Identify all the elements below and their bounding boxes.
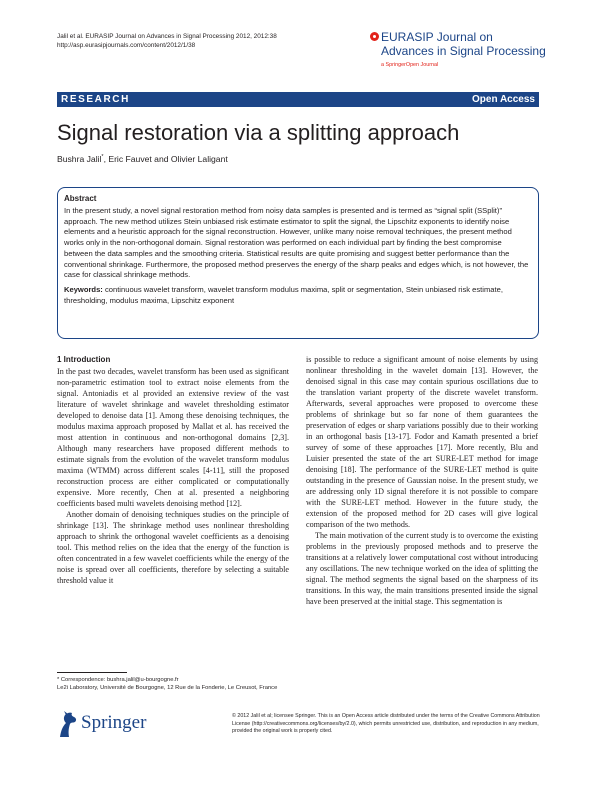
section-heading: 1 Introduction (57, 355, 111, 364)
first-author[interactable]: Bushra Jalil (57, 154, 102, 164)
paragraph: Another domain of denoising techniques studies on the principle of shrinkage [13]. The shrinkage method uses nonlinear thresholding approach to shrink the orthogonal wavelet coefficients as a denoising tool. This method relies on the idea that the energy of the function is often concentrated in a few wavelet coefficients while the energy of the noise is spread over all coefficients, therefore by selecting a suitable threshold value it (57, 510, 289, 585)
author-list (57, 154, 228, 164)
article-url[interactable]: http://asp.eurasipjournals.com/content/2012/1/38 (57, 42, 196, 49)
paragraph: is possible to reduce a significant amount of noise elements by using nonlinear thresholding in the wavelet domain [13]. However, the denoised signal in this case may contain spurious oscillations due to the translation variant property of the discrete wavelet transform. Afterwards, several approaches were proposed to overcome these problems of shrinkage but so far none of them guarantees the preservation of edges or sharp variations possibly due to their working in an orthogonal basis [13-17]. Fodor and Kamath presented a brief survey of some of these approaches [17]. More recently, Blu and Luisier presented the state of the art SURE-LET method for image denoising [18]. The performance of the SURE-LET method is quite outstanding in the presence of Gaussian noise. In the present study, we are addressing only 1D signal therefore it is not possible to compare with the SURE-LET method. However in the future study, the extension of the proposed method for 2D cases will give logical comparison of the two methods. (306, 355, 538, 529)
affiliation-note: Le2i Laboratory, Université de Bourgogne, 12 Rue de la Fonderie, Le Creusot, France (57, 685, 278, 692)
journal-mark-icon (370, 32, 379, 41)
correspondence-note[interactable]: * Correspondence: bushra.jalil@u-bourgogne.fr (57, 677, 179, 683)
publisher-name: Springer (81, 712, 147, 733)
footnote (57, 676, 289, 693)
paragraph: In the past two decades, wavelet transform has been used as significant non-parametric estimation tool to extract noise elements from the signal. Antoniadis et al provided an extensive review of the vast literature of wavelet shrinkage and wavelet thresholding estimator developed to denoise data [1]. Among these denoising techniques, the modulus maxima approach proposed by Mallat et al. has received the most attention in continuous and non-orthogonal domains [2,3]. Although many researchers have proposed different methods to estimate signals from the evolution of the wavelet transform modulus maxima (WTMM) across different scales [4-11], still the proposed reconstruction process are either complicated or computationally expensive. More recently, Chen at al. presented a neighboring coefficients based multi wavelets denoising method [12]. (57, 367, 289, 508)
journal-name-line2: Advances in Signal Processing (381, 44, 546, 58)
left-column (57, 354, 289, 586)
journal-logo (370, 30, 550, 78)
abstract-box (57, 187, 539, 339)
citation-header (57, 32, 277, 50)
abstract-heading: Abstract (64, 194, 97, 203)
other-authors: , Eric Fauvet and Olivier Laligant (103, 154, 228, 164)
abstract-text: In the present study, a novel signal restoration method from noisy data samples is presented and is termed as “signal split (SSplit)” approach. The new method utilizes Stein unbiased risk estimate estimator to split the signal, the Lipschitz exponents to identify noise elements and a heuristic approach for the signal reconstruction. However, unlike many noise removal techniques, the present method works only in the non-orthogonal domain. Signal restoration was performed on each individual part by finding the best compromise between the data samples and the smoothing criteria. Statistical results are quite promising and suggest better performance than the conventional shrinkage. Furthermore, the proposed method preserves the energy of the sharp peaks and edges which, is not however, the case for classical shrinkage methods. (64, 206, 529, 280)
article-type-label: RESEARCH (61, 94, 130, 105)
keywords-label: Keywords: (64, 284, 103, 294)
journal-subtitle: a SpringerOpen Journal (381, 62, 439, 68)
springer-logo (57, 710, 187, 742)
journal-name-line1: EURASIP Journal on (381, 30, 493, 44)
citation-line: Jalil et al. EURASIP Journal on Advances in Signal Processing 2012, 2012:38 (57, 33, 277, 40)
right-column (306, 354, 538, 607)
paragraph: The main motivation of the current study is to overcome the existing problems in the previously proposed methods and to preserve the transitions at a relatively lower computational cost without introducing any oscillations. The new technique worked on the idea of splitting the signal. The method segments the signal based on the sharpness of its transitions. In this way, the main transitions presented inside the signal have been preserved at the initial stage. This segmentation is (306, 531, 538, 606)
open-access-label: Open Access (472, 94, 535, 105)
keywords (64, 285, 532, 306)
footnote-divider (57, 672, 127, 673)
springer-horse-icon (57, 710, 79, 740)
correspondence-mark: * (101, 154, 104, 161)
article-type-band (57, 92, 539, 107)
keywords-text: continuous wavelet transform, wavelet transform modulus maxima, split or segmentation, Stein unbiased risk estimate, thresholding, modulus maxima, Lipschitz exponent (64, 284, 503, 305)
article-title: Signal restoration via a splitting approach (57, 120, 460, 145)
license-text: © 2012 Jalil et al; licensee Springer. This is an Open Access article distributed under the terms of the Creative Commons Attribution License (http://creativecommons.org/licenses/by/2.0), which permits unrestricted use, distribution, and reproduction in any medium, provided the original work is properly cited. (232, 713, 540, 735)
